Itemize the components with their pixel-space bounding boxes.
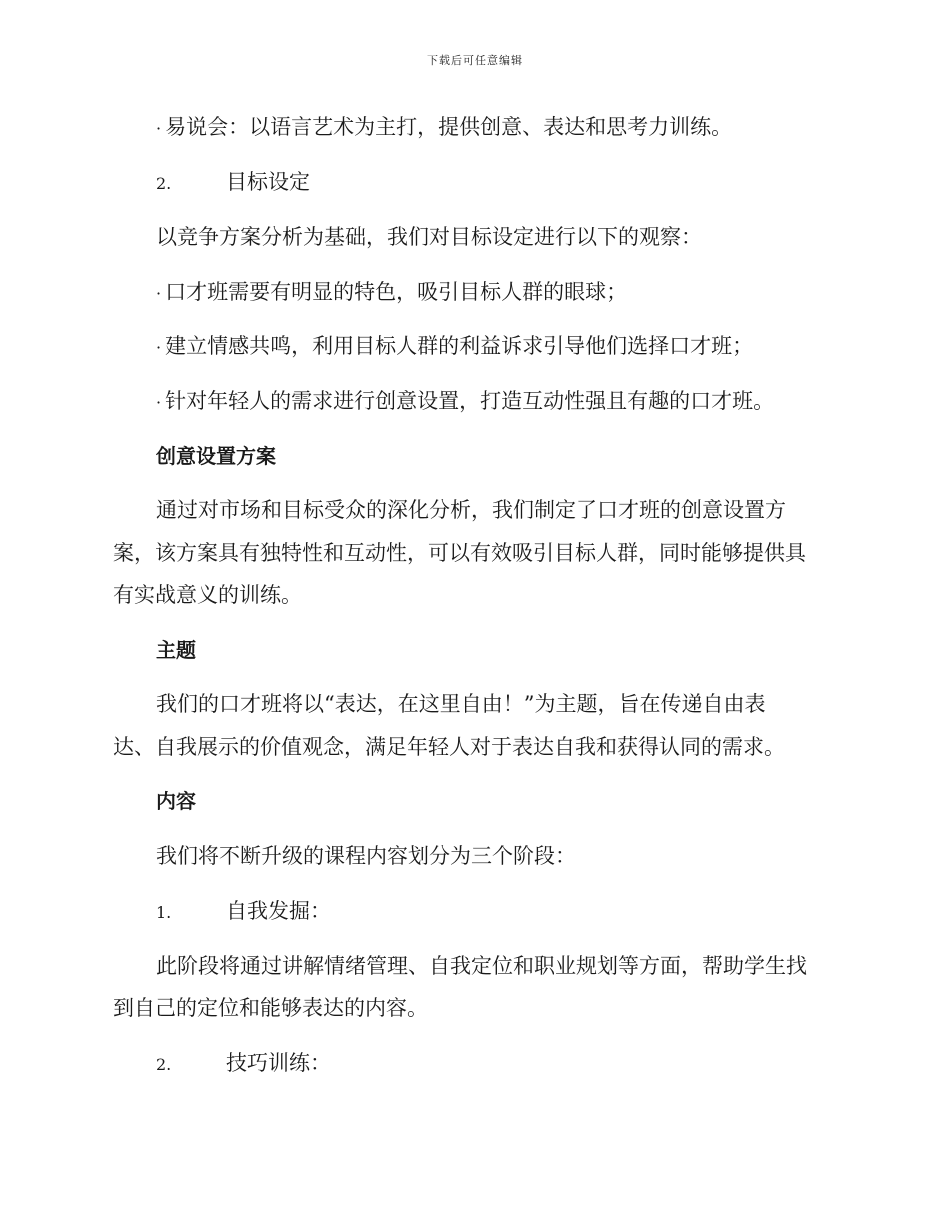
bullet-text: 针对年轻人的需求进行创意设置，打造互动性强且有趣的口才班。 xyxy=(165,389,775,413)
bullet-dot: · xyxy=(156,338,162,357)
header-note: 下载后可任意编辑 xyxy=(427,54,523,67)
bullet-item xyxy=(156,386,836,418)
bullet-text: 口才班需要有明显的特色，吸引目标人群的眼球； xyxy=(165,280,628,304)
paragraph-line: 以竞争方案分析为基础，我们对目标设定进行以下的观察： xyxy=(156,225,702,249)
numbered-item xyxy=(156,167,836,199)
paragraph-line: 有实战意义的训练。 xyxy=(113,583,302,607)
paragraph-line: 案，该方案具有独特性和互动性，可以有效吸引目标人群，同时能够提供具 xyxy=(113,541,806,565)
bullet-text: 建立情感共鸣，利用目标人群的利益诉求引导他们选择口才班； xyxy=(165,334,754,358)
bullet-text: 易说会：以语言艺术为主打，提供创意、表达和思考力训练。 xyxy=(165,115,733,139)
section-heading: 内容 xyxy=(156,789,196,813)
item-title: 自我发掘： xyxy=(226,899,331,923)
paragraph-line: 达、自我展示的价值观念，满足年轻人对于表达自我和获得认同的需求。 xyxy=(113,735,785,759)
bullet-item xyxy=(156,331,836,363)
bullet-dot: · xyxy=(156,393,162,412)
item-title: 目标设定 xyxy=(226,170,310,194)
bullet-item xyxy=(156,112,836,144)
numbered-item xyxy=(156,1048,836,1080)
paragraph-line: 我们的口才班将以“表达，在这里自由！”为主题，旨在传递自由表 xyxy=(156,692,766,716)
item-number: 2. xyxy=(156,1055,172,1074)
bullet-item xyxy=(156,277,836,309)
item-number: 1. xyxy=(156,903,172,922)
paragraph-line: 到自己的定位和能够表达的内容。 xyxy=(113,996,428,1020)
bullet-dot: · xyxy=(156,119,162,138)
section-heading: 创意设置方案 xyxy=(156,444,276,468)
item-title: 技巧训练： xyxy=(226,1051,331,1075)
item-number: 2. xyxy=(156,174,172,193)
bullet-dot: · xyxy=(156,284,162,303)
paragraph-line: 我们将不断升级的课程内容划分为三个阶段： xyxy=(156,844,576,868)
numbered-item xyxy=(156,896,836,928)
section-heading: 主题 xyxy=(156,638,196,662)
paragraph-line: 此阶段将通过讲解情绪管理、自我定位和职业规划等方面，帮助学生找 xyxy=(156,954,807,978)
paragraph-line: 通过对市场和目标受众的深化分析，我们制定了口才班的创意设置方 xyxy=(156,498,786,522)
